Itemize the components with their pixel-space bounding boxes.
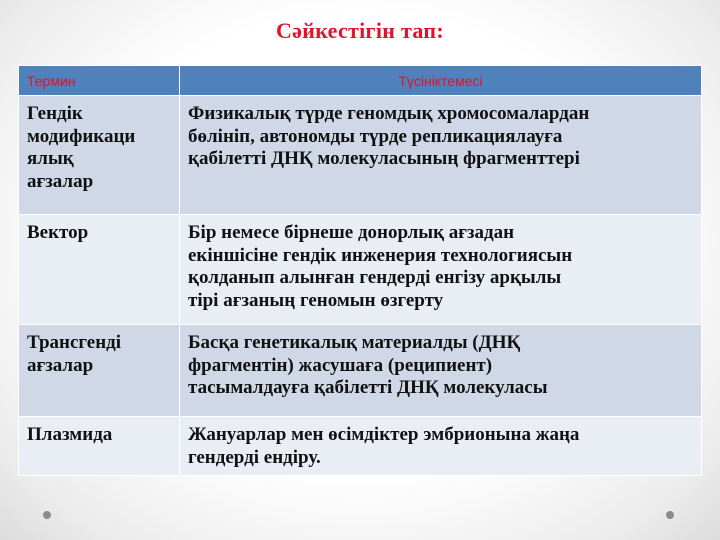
header-term: Термин	[19, 66, 180, 96]
definition-text: Физикалық түрде геномдық хромосомалардан бөлініп, автономды түрде репликациялауға қабілетті ДНҚ молекуласының фрагменттері	[188, 103, 590, 169]
term-text: Вектор	[27, 222, 89, 243]
definition-cell	[180, 215, 702, 325]
header-definition: Түсініктемесі	[180, 66, 702, 96]
matching-table	[18, 65, 702, 476]
table-row	[19, 417, 702, 476]
slide-title: Сәйкестігін тап:	[275, 18, 445, 43]
term-text: Плазмида	[27, 424, 113, 445]
decorative-dot-right	[666, 511, 674, 519]
term-cell	[19, 96, 180, 215]
term-text: Гендік модификаци ялық ағзалар	[27, 103, 136, 192]
term-text: Трансгенді ағзалар	[27, 332, 122, 376]
definition-text: Жануарлар мен өсімдіктер эмбрионына жаңа гендерді ендіру.	[188, 424, 580, 468]
definition-cell	[180, 325, 702, 417]
term-cell	[19, 417, 180, 476]
table-row	[19, 325, 702, 417]
definition-cell	[180, 96, 702, 215]
table-row	[19, 96, 702, 215]
term-cell	[19, 325, 180, 417]
definition-text: Басқа генетикалық материалды (ДНҚ фрагментін) жасушаға (реципиент) тасымалдауға қабілетті ДНҚ молекуласы	[188, 332, 548, 398]
term-cell	[19, 215, 180, 325]
table-row	[19, 215, 702, 325]
decorative-dot-left	[43, 511, 51, 519]
definition-text: Бір немесе бірнеше донорлық ағзадан екіншісіне гендік инженерия технологиясын қолданып алынған гендерді енгізу арқылы тірі ағзаның геномын өзгерту	[188, 222, 573, 311]
definition-cell	[180, 417, 702, 476]
table-header-row	[19, 66, 702, 96]
